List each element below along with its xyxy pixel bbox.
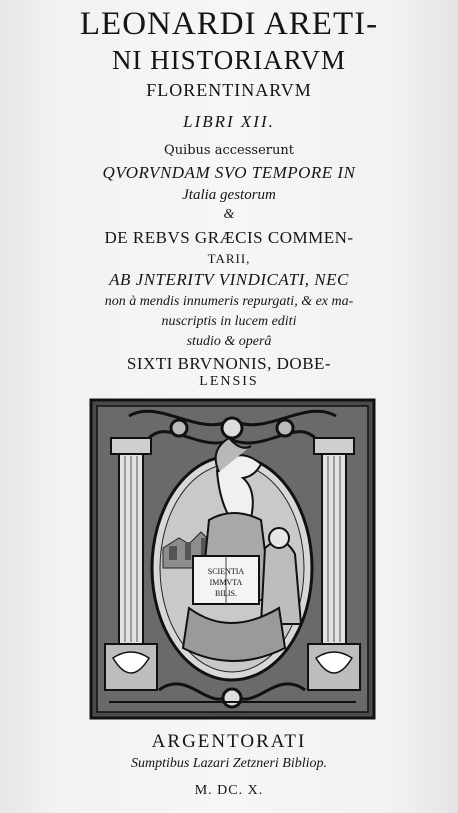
vindicati-line: AB JNTERITV VINDICATI, NEC [109,270,349,289]
imprint-publisher: Sumptibus Lazari Zetzneri Bibliop. [130,756,328,771]
title-line-1: LEONARDI ARETI- [79,6,379,42]
commentary-line-2: TARII, [207,251,251,266]
manuscriptis-line: nuscriptis in lucem editi [161,314,297,329]
imprint-place: ARGENTORATI [151,731,307,752]
repurgati-line: non à mendis innumeris repurgati, & ex ma- [104,294,354,309]
book-inscription-line-2: IMMVTA [209,578,243,587]
imprint-year: M. DC. X. [194,783,264,798]
book-inscription-line-3: BILIS. [215,589,237,598]
commentary-line-1: DE REBVS GRÆCIS COMMEN- [104,228,354,247]
book-inscription-line-1: SCIENTIA [207,567,245,576]
studio-line: studio & operâ [186,334,272,349]
ampersand: & [223,207,235,222]
books-count: LIBRI XII. [183,112,275,131]
printers-device-woodcut [89,398,376,720]
title-line-3: FLORENTINARVM [146,80,312,100]
additions-line-1: QVORVNDAM SVO TEMPORE IN [102,163,356,182]
additions-line-2: Jtalia gestorum [182,187,276,203]
title-line-2: NI HISTORIARVM [111,45,347,75]
editor-name-line-1: SIXTI BRVNONIS, DOBE- [126,354,332,373]
editor-name-line-2: LENSIS [199,374,259,389]
additions-intro: Quibus accesserunt [164,143,294,158]
